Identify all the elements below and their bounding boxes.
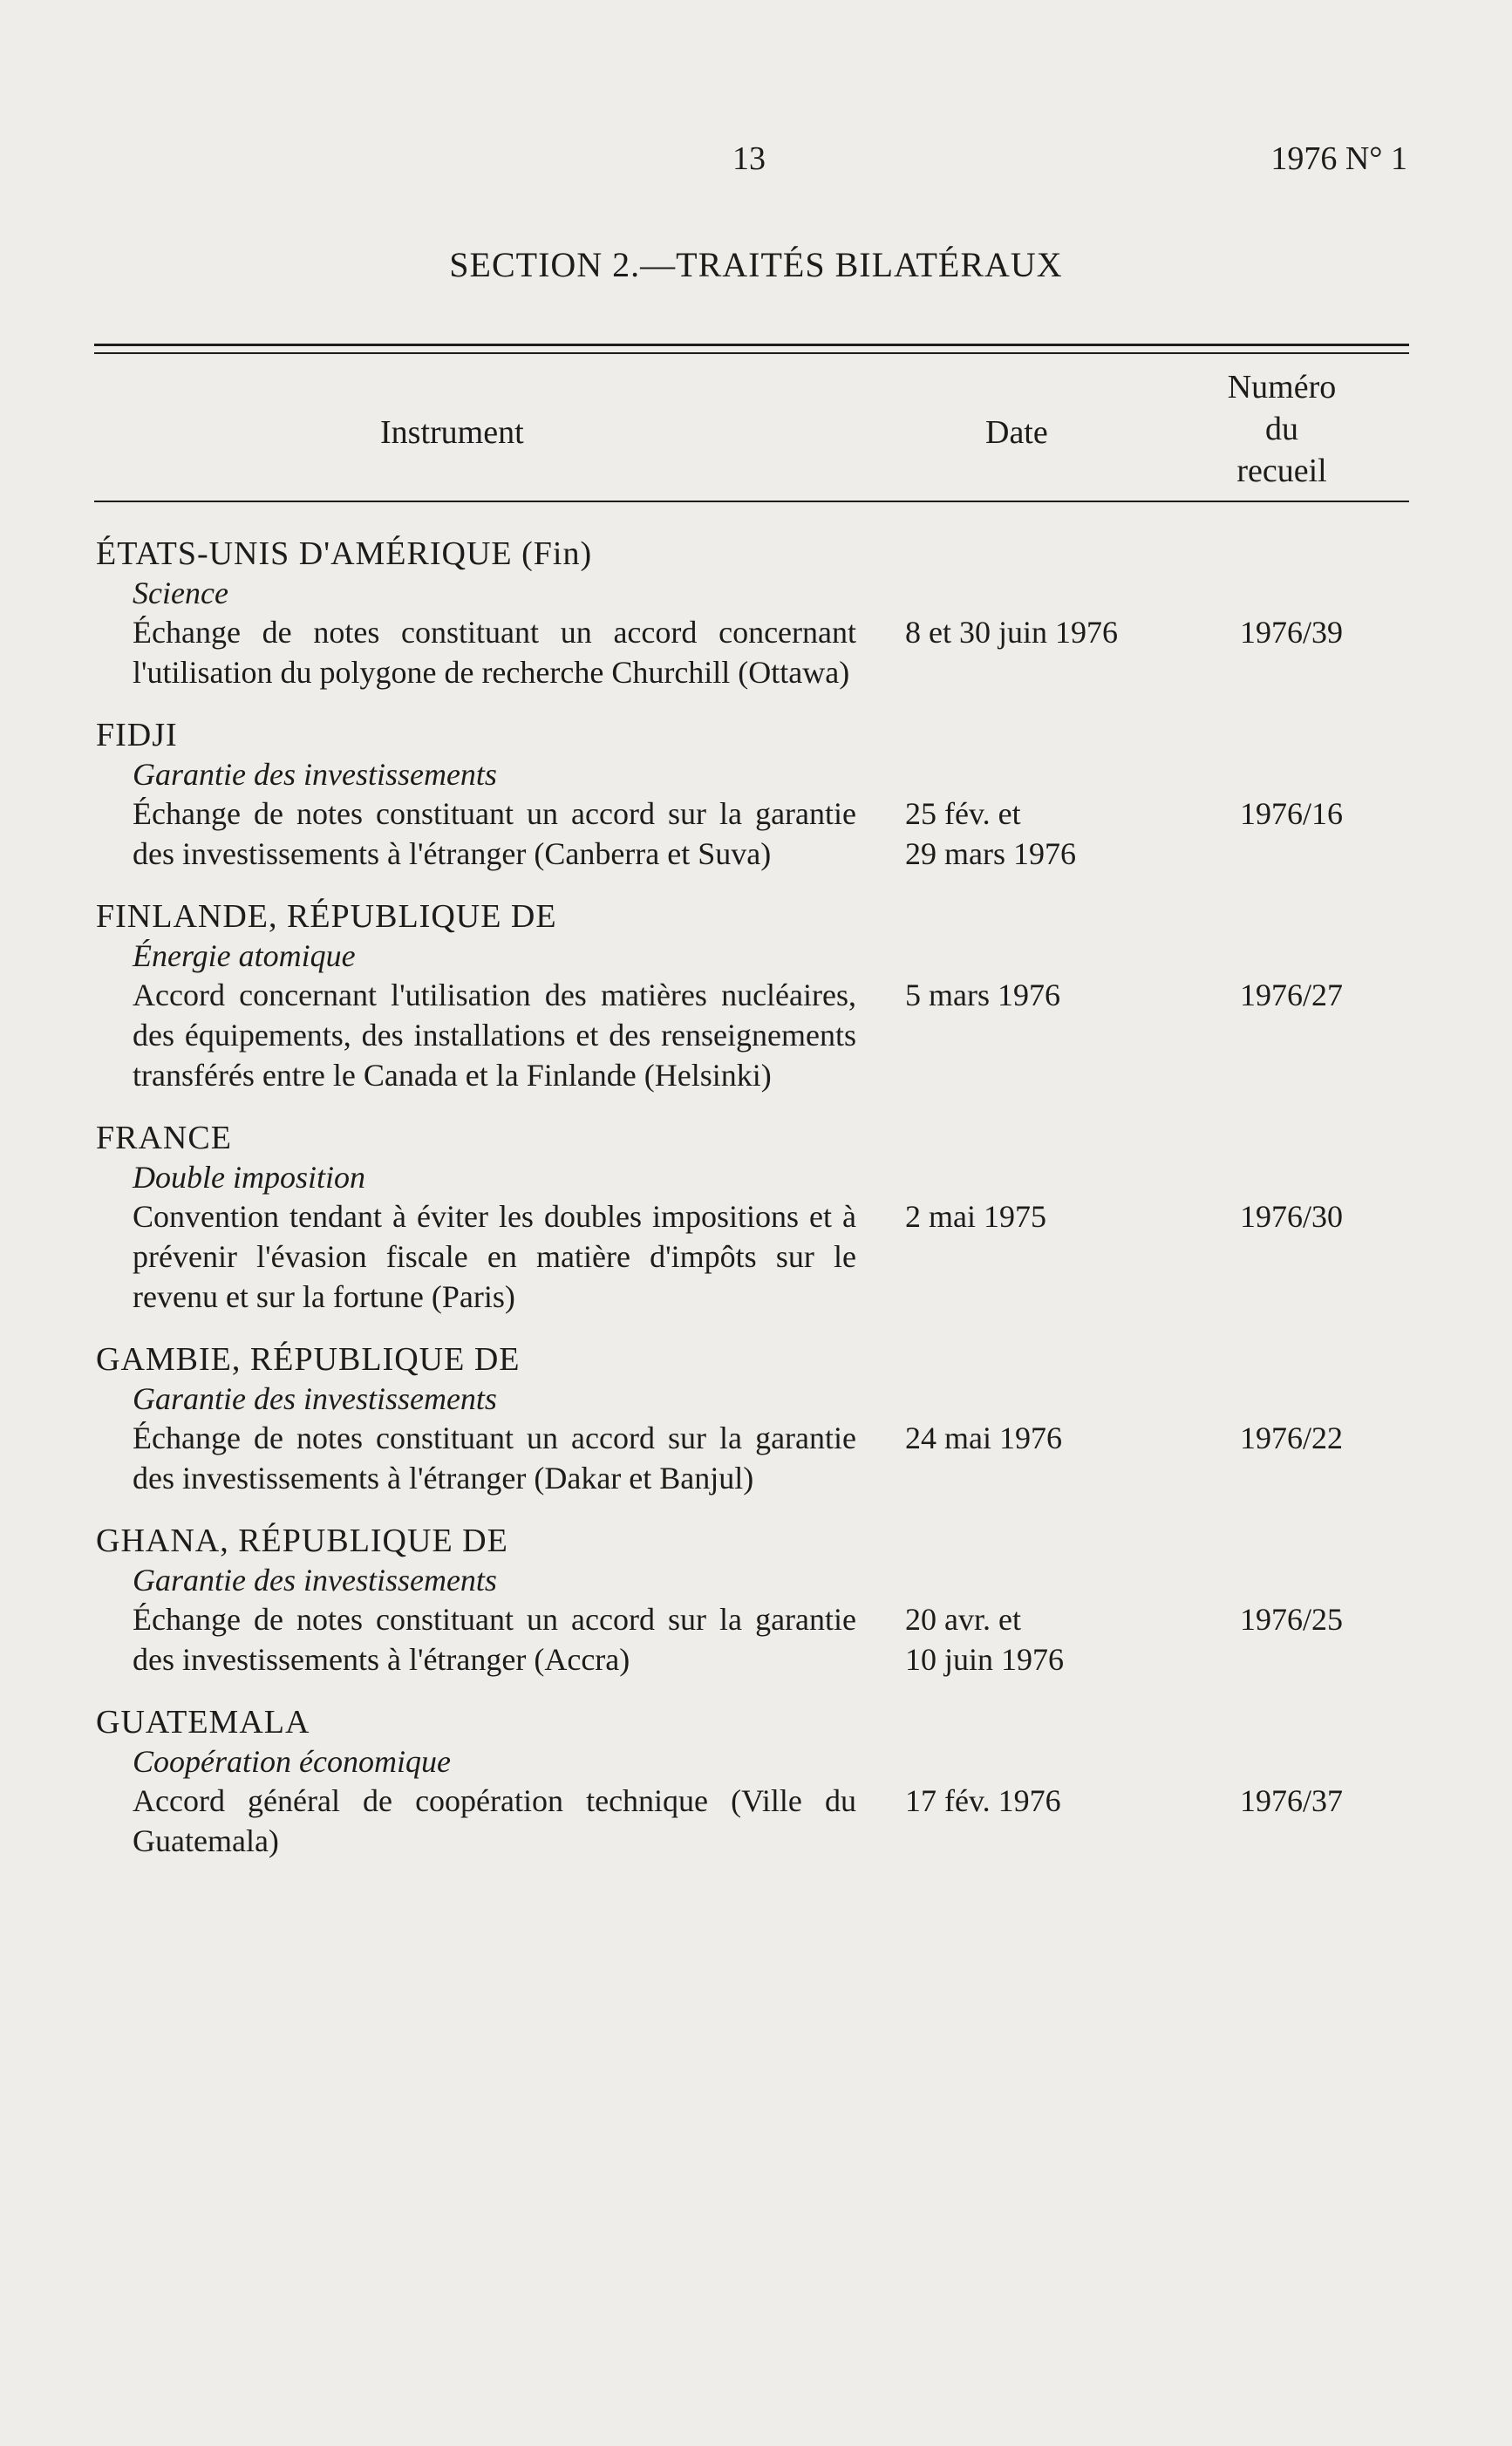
treaty-entry xyxy=(96,1196,1404,1317)
treaty-description: Convention tendant à éviter les doubles impositions et à prévenir l'évasion fiscale en matière d'impôts sur le revenu et sur la fortune (Paris) xyxy=(133,1199,856,1314)
country-heading: FRANCE xyxy=(96,1120,232,1156)
treaty-description: Échange de notes constituant un accord sur la garantie des investissements à l'étranger (Dakar et Banjul) xyxy=(133,1421,856,1496)
treaty-series-number: 1976/39 xyxy=(1239,615,1343,650)
section-title: SECTION 2.—TRAITÉS BILATÉRAUX xyxy=(449,245,1063,284)
treaty-list xyxy=(96,534,1404,1884)
treaty-date xyxy=(905,1196,1123,1237)
treaty-entry xyxy=(96,1599,1404,1679)
column-header-instrument: Instrument xyxy=(380,414,524,451)
subject-heading: Coopération économique xyxy=(133,1744,451,1779)
treaty-date-line1: 20 avr. et xyxy=(905,1602,1021,1637)
treaty-description: Échange de notes constituant un accord concernant l'utilisation du polygone de recherche Churchill (Ottawa) xyxy=(133,615,856,690)
treaty-description: Échange de notes constituant un accord sur la garantie des investissements à l'étranger (Accra) xyxy=(133,1602,856,1677)
treaty-date-line1: 8 et 30 juin 1976 xyxy=(905,615,1118,650)
column-header-number-line1: Numéro xyxy=(1227,369,1337,405)
treaty-date-line2: 10 juin 1976 xyxy=(905,1642,1065,1677)
treaty-group xyxy=(96,1118,1404,1317)
table-top-rule xyxy=(94,344,1409,346)
country-heading: ÉTATS-UNIS D'AMÉRIQUE (Fin) xyxy=(96,535,593,572)
treaty-entry xyxy=(96,1418,1404,1498)
country-heading: GUATEMALA xyxy=(96,1704,310,1741)
treaty-date-line1: 25 fév. et xyxy=(905,796,1021,831)
country-heading: GAMBIE, RÉPUBLIQUE DE xyxy=(96,1341,521,1378)
treaty-date xyxy=(905,1781,1123,1821)
subject-heading: Garantie des investissements xyxy=(133,1563,497,1598)
treaty-date xyxy=(905,1418,1123,1458)
table-top-rule-secondary xyxy=(94,352,1409,354)
column-header-number-line3: recueil xyxy=(1236,453,1327,489)
treaty-group xyxy=(96,896,1404,1095)
treaty-date xyxy=(905,794,1123,874)
treaty-description: Échange de notes constituant un accord sur la garantie des investissements à l'étranger (Canberra et Suva) xyxy=(133,796,856,871)
issue-label: 1976 N° 1 xyxy=(1270,140,1407,177)
treaty-series-number: 1976/25 xyxy=(1239,1602,1343,1637)
treaty-date xyxy=(905,975,1123,1015)
subject-heading: Garantie des investissements xyxy=(133,757,497,792)
treaty-description: Accord général de coopération technique (Ville du Guatemala) xyxy=(133,1783,856,1858)
treaty-date-line2: 29 mars 1976 xyxy=(905,836,1076,871)
treaty-entry xyxy=(96,1781,1404,1861)
subject-heading: Science xyxy=(133,576,228,610)
subject-heading: Garantie des investissements xyxy=(133,1381,497,1416)
column-header-date: Date xyxy=(985,414,1048,451)
treaty-entry xyxy=(96,975,1404,1095)
treaty-description: Accord concernant l'utilisation des matières nucléaires, des équipements, des installations et des renseignements transférés entre le Canada et la Finlande (Helsinki) xyxy=(133,978,856,1093)
column-header-number xyxy=(1203,366,1360,492)
treaty-entry xyxy=(96,612,1404,692)
column-header-number-line2: du xyxy=(1265,411,1298,447)
treaty-group xyxy=(96,534,1404,692)
treaty-date-line1: 2 mai 1975 xyxy=(905,1199,1046,1234)
treaty-series-number: 1976/27 xyxy=(1239,978,1343,1012)
page-number: 13 xyxy=(732,140,766,177)
treaty-date xyxy=(905,1599,1123,1679)
treaty-date-line1: 24 mai 1976 xyxy=(905,1421,1062,1455)
country-heading: GHANA, RÉPUBLIQUE DE xyxy=(96,1523,508,1559)
treaty-group xyxy=(96,1702,1404,1861)
treaty-group xyxy=(96,715,1404,874)
treaty-series-number: 1976/30 xyxy=(1239,1199,1343,1234)
table-header-rule xyxy=(94,501,1409,502)
country-heading: FIDJI xyxy=(96,717,178,753)
treaty-date-line1: 5 mars 1976 xyxy=(905,978,1060,1012)
country-heading: FINLANDE, RÉPUBLIQUE DE xyxy=(96,898,557,935)
treaty-entry xyxy=(96,794,1404,874)
treaty-group xyxy=(96,1521,1404,1679)
subject-heading: Énergie atomique xyxy=(133,938,356,973)
treaty-group xyxy=(96,1339,1404,1498)
treaty-date xyxy=(905,612,1123,652)
subject-heading: Double imposition xyxy=(133,1160,365,1195)
treaty-date-line1: 17 fév. 1976 xyxy=(905,1783,1061,1818)
treaty-series-number: 1976/37 xyxy=(1239,1783,1343,1818)
treaty-series-number: 1976/16 xyxy=(1239,796,1343,831)
treaty-series-number: 1976/22 xyxy=(1239,1421,1343,1455)
